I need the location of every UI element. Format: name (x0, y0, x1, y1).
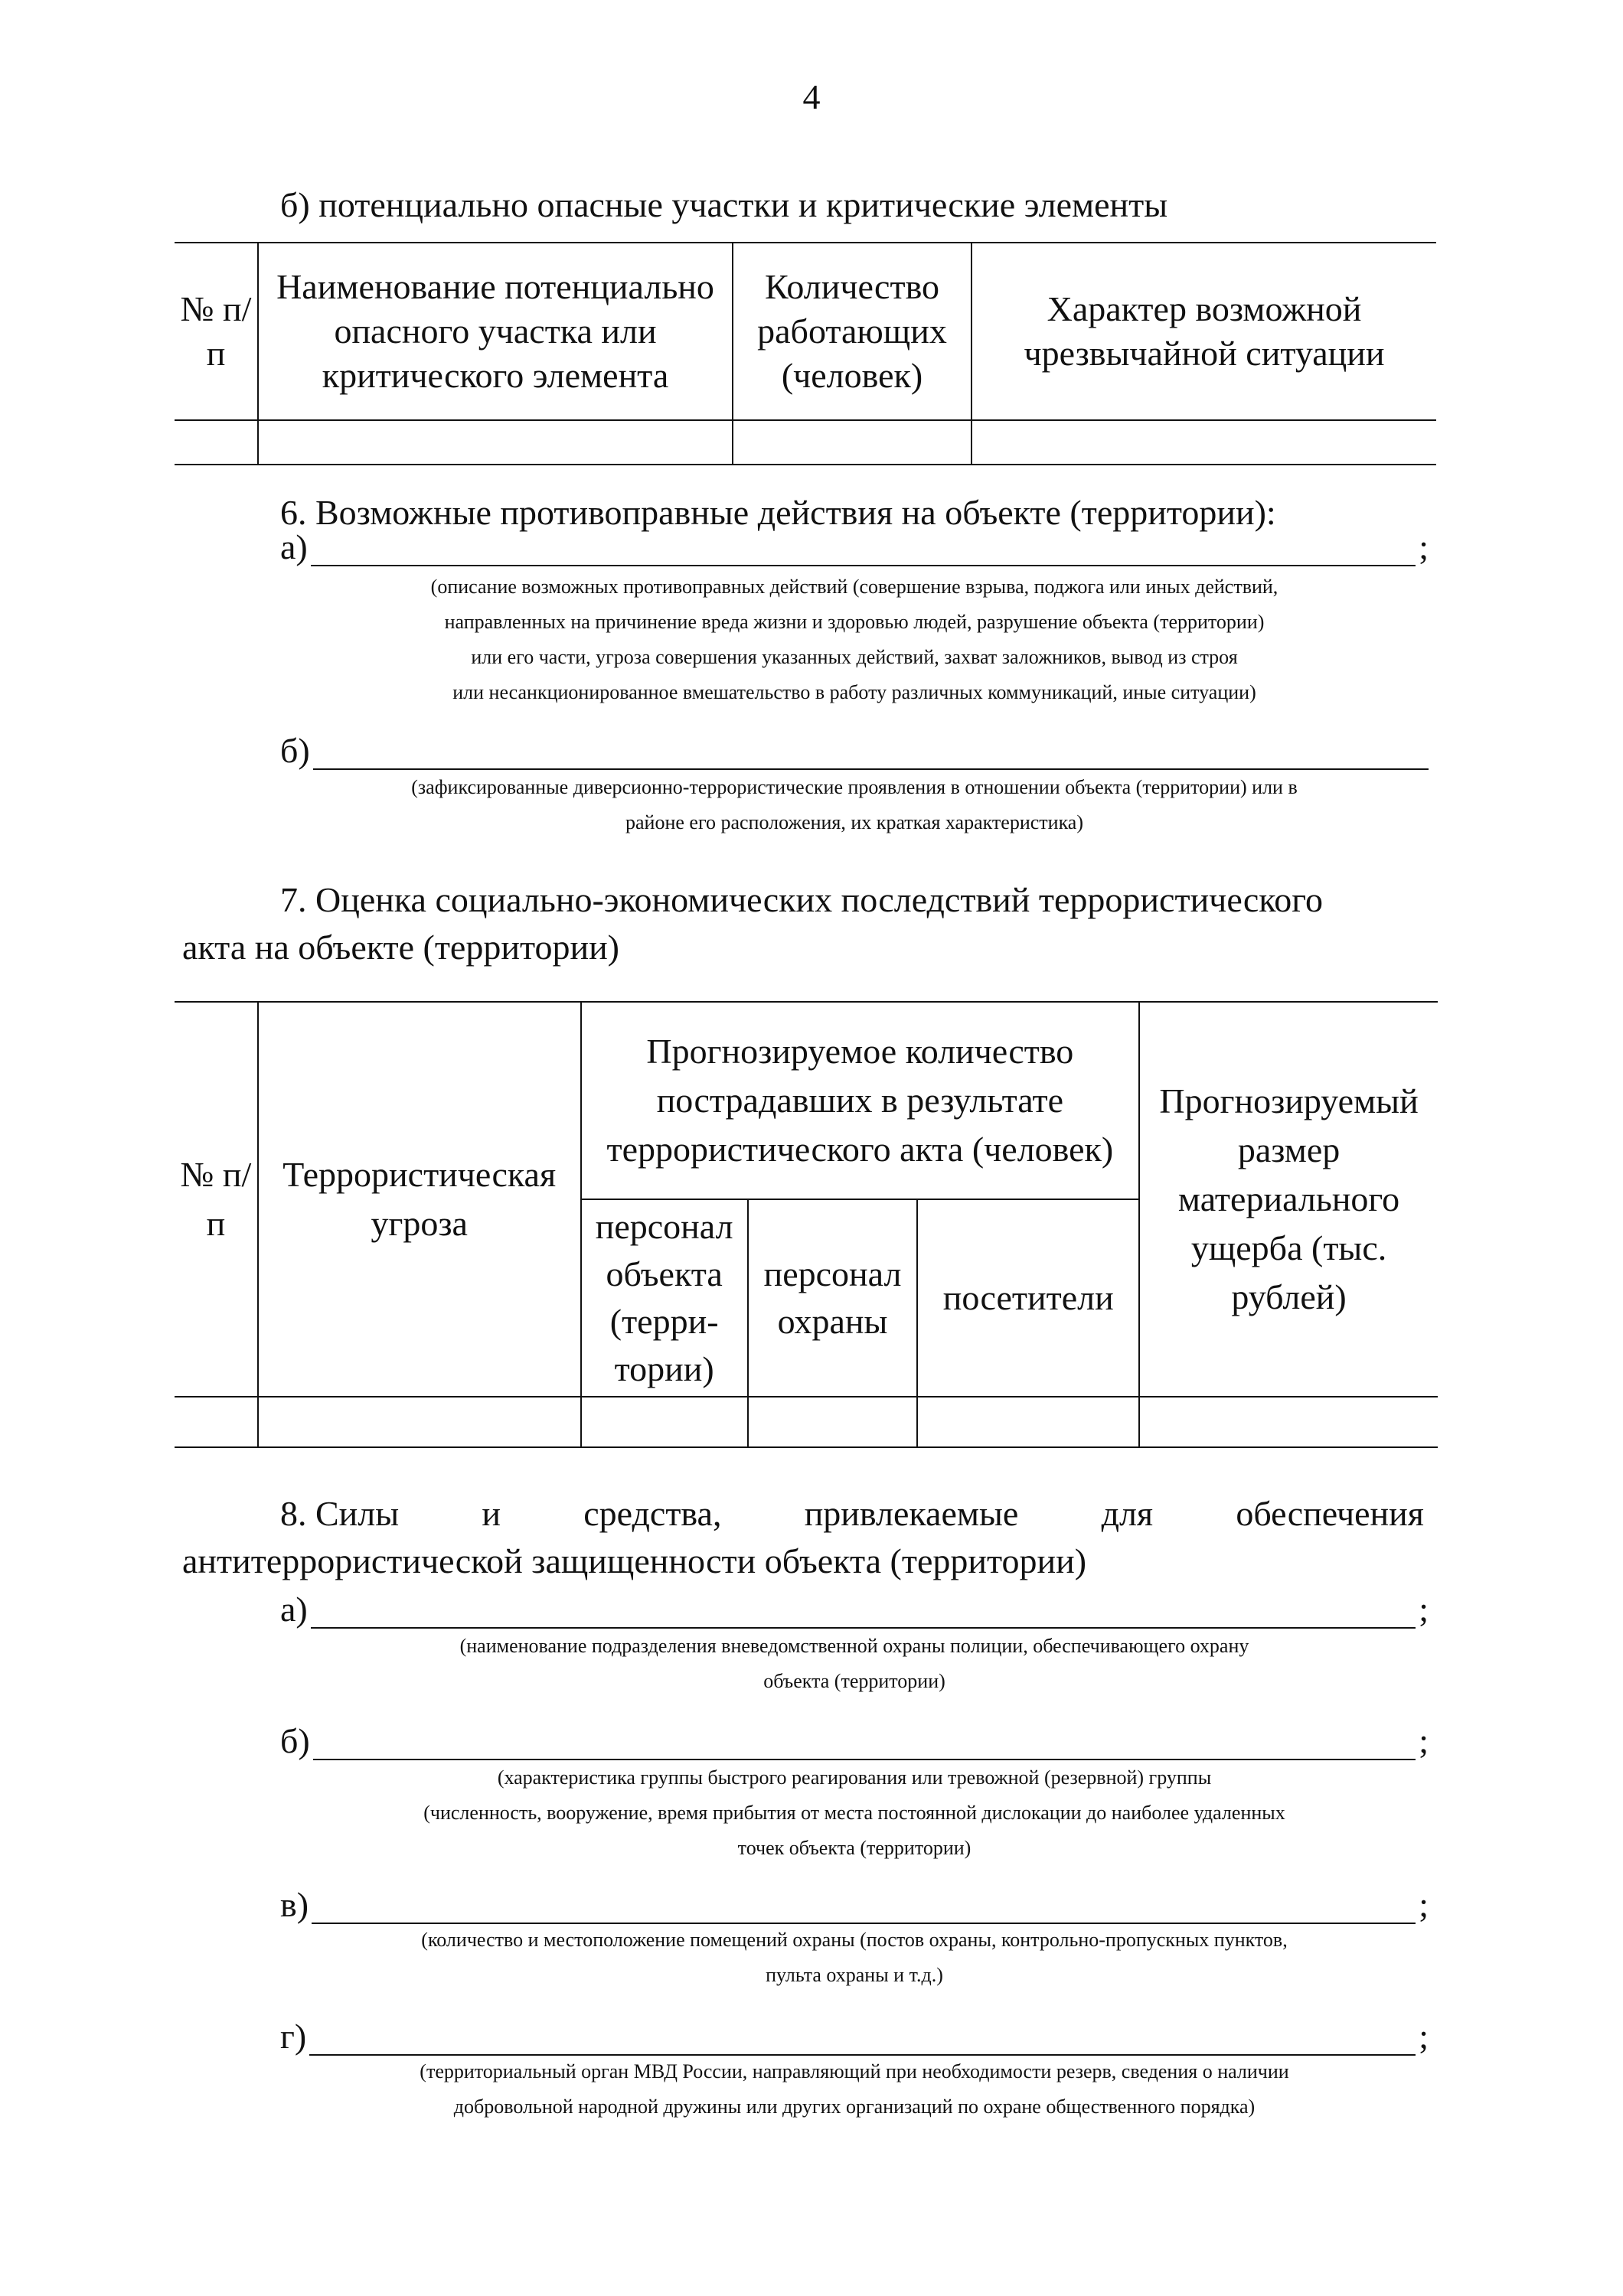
field-8b-line[interactable] (313, 1725, 1416, 1760)
field-6a-caption (280, 569, 1429, 710)
field-8a-caption (280, 1629, 1429, 1699)
caption-line: (территориальный орган МВД России, направляющий при необходимости резерв, сведения о наличии (420, 2060, 1289, 2082)
header-victims: Прогнозируемое количество пострадавших в результате террористического акта (человек) (581, 1002, 1139, 1199)
section-6-title: 6. Возможные противоправные действия на объекте (территории): (280, 493, 1276, 532)
field-8c-line[interactable] (312, 1889, 1416, 1924)
critical-elements-table (175, 242, 1436, 465)
caption-line: районе его расположения, их краткая характеристика) (625, 811, 1083, 833)
empty-cell[interactable] (1139, 1397, 1438, 1447)
field-8b-end: ; (1419, 1721, 1429, 1760)
title-word: 8. Силы (280, 1494, 400, 1533)
field-6a-label: а) (280, 527, 308, 566)
subheader-staff: персонал объекта (терри-тории) (581, 1199, 748, 1397)
field-8a-label: а) (280, 1590, 308, 1629)
field-8b-label: б) (280, 1721, 310, 1760)
caption-line: (зафиксированные диверсионно-террористические проявления в отношении объекта (территории) или в (411, 776, 1298, 798)
field-8c-end: ; (1419, 1885, 1429, 1924)
field-6a-end: ; (1419, 527, 1429, 566)
caption-line: или несанкционированное вмешательство в работу различных коммуникаций, иные ситуации) (452, 681, 1256, 703)
field-8b (280, 1722, 1429, 1760)
subheader-visitors: посетители (917, 1199, 1139, 1397)
field-6b-label: б) (280, 731, 310, 770)
field-6b-caption (280, 770, 1429, 840)
section-7-title-line2: акта на объекте (территории) (182, 928, 620, 967)
section-7-title-line1: 7. Оценка социально-экономических последствий террористического (280, 880, 1324, 919)
field-6a (280, 528, 1429, 566)
title-word: средства, (583, 1494, 722, 1533)
field-6a-line[interactable] (311, 531, 1416, 566)
header-damage: Прогнозируемый размер материального ущерба (тыс. рублей) (1139, 1002, 1438, 1397)
caption-line: (характеристика группы быстрого реагирования или тревожной (резервной) группы (497, 1766, 1212, 1789)
field-8d-line[interactable] (309, 2020, 1416, 2056)
empty-cell[interactable] (175, 420, 258, 465)
field-8b-caption (280, 1760, 1429, 1866)
caption-line: добровольной народной дружины или других организаций по охране общественного порядка) (453, 2095, 1256, 2118)
caption-line: (количество и местоположение помещений охраны (постов охраны, контрольно-пропускных пунктов, (421, 1929, 1288, 1951)
empty-cell[interactable] (972, 420, 1436, 465)
field-8c (280, 1886, 1429, 1924)
caption-line: (численность, вооружение, время прибытия от места постоянной дислокации до наиболее удаленных (423, 1802, 1285, 1824)
page-number: 4 (802, 77, 821, 116)
header-threat: Террористическая угроза (258, 1002, 581, 1397)
caption-line: пульта охраны и т.д.) (766, 1964, 943, 1986)
empty-cell[interactable] (258, 420, 733, 465)
field-6b-line[interactable] (313, 735, 1429, 770)
caption-line: или его части, угроза совершения указанных действий, захват заложников, вывод из строя (471, 646, 1238, 668)
section-8-title-line2: антитеррористической защищенности объекта (территории) (182, 1541, 1087, 1580)
header-area-name: Наименование потенциально опасного участка или критического элемента (258, 243, 733, 420)
field-8a-end: ; (1419, 1590, 1429, 1629)
field-8d-end: ; (1419, 2017, 1429, 2056)
header-workers-count: Количество работающих (человек) (733, 243, 972, 420)
empty-cell[interactable] (175, 1397, 258, 1447)
field-8d (280, 2017, 1429, 2056)
title-word: привлекаемые (804, 1494, 1019, 1533)
title-word: обеспечения (1236, 1494, 1424, 1533)
title-word: для (1101, 1494, 1154, 1533)
section-5b-title: б) потенциально опасные участки и критические элементы (280, 185, 1168, 224)
header-num: № п/п (175, 1002, 258, 1397)
title-word: и (482, 1494, 501, 1533)
header-emergency-type: Характер возможной чрезвычайной ситуации (972, 243, 1436, 420)
field-8c-caption (280, 1923, 1429, 1993)
empty-cell[interactable] (748, 1397, 918, 1447)
header-num: № п/п (175, 243, 258, 420)
caption-line: (описание возможных противоправных действий (совершение взрыва, поджога или иных действий, (430, 576, 1278, 598)
section-8-title-line1 (280, 1491, 1424, 1537)
empty-cell[interactable] (917, 1397, 1139, 1447)
caption-line: объекта (территории) (763, 1670, 945, 1692)
empty-cell[interactable] (258, 1397, 581, 1447)
field-8c-label: в) (280, 1885, 309, 1924)
empty-cell[interactable] (733, 420, 972, 465)
empty-cell[interactable] (581, 1397, 748, 1447)
field-8a (280, 1590, 1429, 1629)
subheader-guard: персонал охраны (748, 1199, 918, 1397)
field-8d-caption (280, 2054, 1429, 2125)
field-6b (280, 732, 1429, 770)
caption-line: направленных на причинение вреда жизни и здоровью людей, разрушение объекта (территории) (444, 611, 1265, 633)
field-8a-line[interactable] (311, 1593, 1416, 1629)
caption-line: (наименование подразделения вневедомственной охраны полиции, обеспечивающего охрану (459, 1635, 1249, 1657)
field-8d-label: г) (280, 2017, 307, 2056)
caption-line: точек объекта (территории) (737, 1837, 972, 1859)
consequences-table (175, 1001, 1438, 1448)
